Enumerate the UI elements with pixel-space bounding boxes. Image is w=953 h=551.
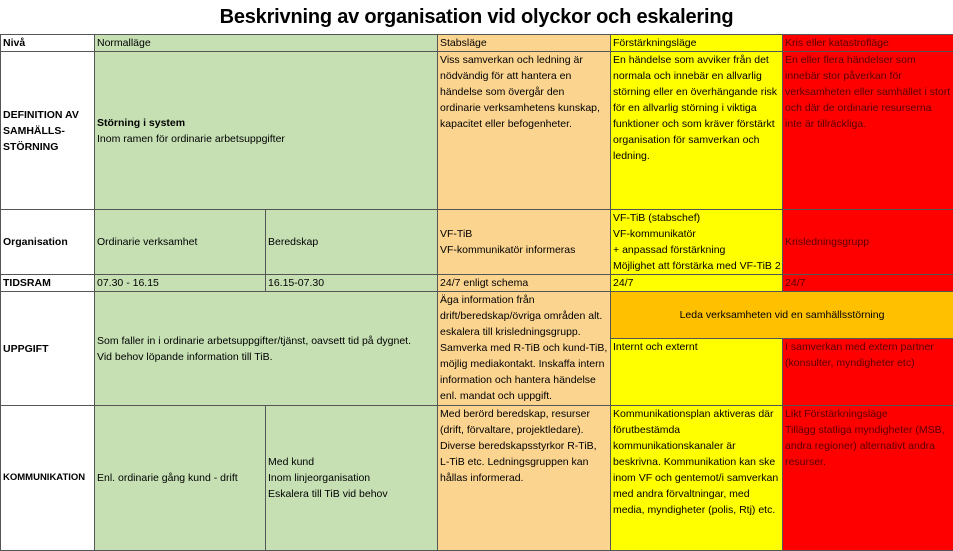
- uppgift-forstarkning: Internt och externt: [611, 339, 783, 406]
- organisation-row: [1, 210, 953, 275]
- tidsram-kris: 24/7: [783, 275, 953, 292]
- header-row: [1, 35, 953, 52]
- uppgift-stab: Äga information från drift/beredskap/övriga områden alt. eskalera till krisledningsgrupp. Samverka med R-TiB och kund-TiB, möjlig mediakontakt. Inskaffa intern information och hantera händelse enl. mandat och uppgift.: [438, 292, 611, 406]
- organisation-normal-a: Ordinarie verksamhet: [95, 210, 266, 275]
- uppgift-normal: Som faller in i ordinarie arbetsuppgifter/tjänst, oavsett tid på dygnet. Vid behov löpande information till TiB.: [95, 292, 438, 406]
- definition-kris: En eller flera händelser som innebär stor påverkan för verksamheten eller samhället i stort och där de ordinarie resurserna inte är tillräckliga.: [783, 52, 953, 210]
- escalation-table: [0, 34, 953, 551]
- kommunikation-normal-b: Med kund Inom linjeorganisation Eskalera till TiB vid behov: [266, 406, 438, 551]
- header-forstarkning: Förstärkningsläge: [611, 35, 783, 52]
- kommunikation-stab: Med berörd beredskap, resurser (drift, förvaltare, projektledare). Diverse beredskapsstyrkor R-TiB, L-TiB etc. Ledningsgruppen kan hållas informerad.: [438, 406, 611, 551]
- header-kris: Kris eller katastrofläge: [783, 35, 953, 52]
- kommunikation-row: [1, 406, 953, 551]
- organisation-forstarkning: VF-TiB (stabschef) VF-kommunikatör + anpassad förstärkning Möjlighet att förstärka med VF-TiB 2: [611, 210, 783, 275]
- organisation-stab: VF-TiB VF-kommunikatör informeras: [438, 210, 611, 275]
- tidsram-normal-a: 07.30 - 16.15: [95, 275, 266, 292]
- definition-normal: Störning i system Inom ramen för ordinarie arbetsuppgifter: [95, 52, 438, 210]
- tidsram-row: [1, 275, 953, 292]
- uppgift-kris: I samverkan med extern partner (konsulter, myndigheter etc): [783, 339, 953, 406]
- uppgift-row: [1, 292, 953, 339]
- organisation-label: Organisation: [1, 210, 95, 275]
- organisation-normal-b: Beredskap: [266, 210, 438, 275]
- tidsram-stab: 24/7 enligt schema: [438, 275, 611, 292]
- definition-stab: Viss samverkan och ledning är nödvändig för att hantera en händelse som övergår den ordinarie verksamhetens kunskap, kapacitet eller befogenheter.: [438, 52, 611, 210]
- header-normal: Normalläge: [95, 35, 438, 52]
- definition-label: DEFINITION AV SAMHÄLLS- STÖRNING: [1, 52, 95, 210]
- kommunikation-label: KOMMUNIKATION: [1, 406, 95, 551]
- organisation-kris: Krisledningsgrupp: [783, 210, 953, 275]
- definition-row: [1, 52, 953, 210]
- kommunikation-forstarkning: Kommunikationsplan aktiveras där förutbestämda kommunikationskanaler är beskrivna. Kommunikation kan ske inom VF och gentemot/i samverkan med andra förvaltningar, med media, myndigheter (polis, Rtj) etc.: [611, 406, 783, 551]
- tidsram-forstarkning: 24/7: [611, 275, 783, 292]
- kommunikation-kris: Likt Förstärkningsläge Tillägg statliga myndigheter (MSB, andra regioner) alternativt andra resurser.: [783, 406, 953, 551]
- uppgift-label: UPPGIFT: [1, 292, 95, 406]
- header-stab: Stabsläge: [438, 35, 611, 52]
- tidsram-label: TIDSRAM: [1, 275, 95, 292]
- uppgift-leda: Leda verksamheten vid en samhällsstörning: [611, 292, 953, 339]
- sheet-title: Beskrivning av organisation vid olyckor och eskalering: [0, 0, 953, 34]
- tidsram-normal-b: 16.15-07.30: [266, 275, 438, 292]
- kommunikation-normal-a: Enl. ordinarie gång kund - drift: [95, 406, 266, 551]
- header-niva: Nivå: [1, 35, 95, 52]
- definition-forstarkning: En händelse som avviker från det normala och innebär en allvarlig störning eller en överhängande risk för en allvarlig störning i viktiga funktioner och som kräver förstärkt organisation för samverkan och ledning.: [611, 52, 783, 210]
